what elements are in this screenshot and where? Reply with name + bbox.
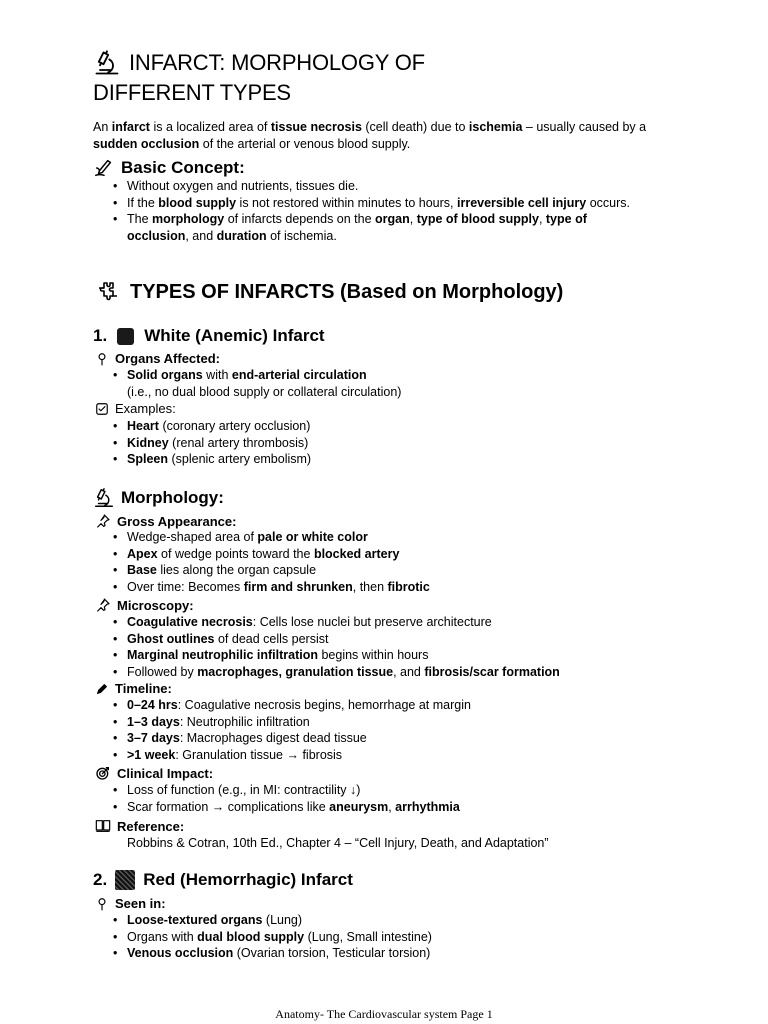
list-item: • Base lies along the organ capsule (112, 562, 652, 579)
title-line-2: DIFFERENT TYPES (93, 80, 291, 105)
writing-hand-icon (93, 157, 115, 179)
black-square-icon (117, 328, 134, 345)
microscopy-label: Microscopy: (95, 597, 194, 613)
pin-icon (95, 352, 109, 366)
reference-label: Reference: (95, 818, 184, 834)
list-item: • Ghost outlines of dead cells persist (112, 631, 672, 648)
list-item: • Loss of function (e.g., in MI: contractility ↓) (112, 782, 632, 799)
seen-in-list (112, 912, 632, 962)
clinical-list (112, 782, 632, 815)
timeline-list (112, 697, 632, 763)
list-item: • Without oxygen and nutrients, tissues die. (112, 178, 632, 195)
white-infarct-heading: 1. White (Anemic) Infarct (93, 326, 325, 345)
basic-concept-list (112, 178, 632, 244)
organs-note: (i.e., no dual blood supply or collateral circulation) (127, 385, 402, 399)
checkbox-icon (95, 402, 109, 416)
page-footer: Anatomy- The Cardiovascular system Page 1 (275, 1007, 493, 1021)
puzzle-icon (96, 280, 120, 304)
red-infarct-heading: 2. Red (Hemorrhagic) Infarct (93, 870, 353, 889)
examples-list (112, 418, 632, 468)
intro-paragraph: An infarct is a localized area of tissue necrosis (cell death) due to ischemia – usually caused by a sudden occlusion of the arterial or venous blood supply. (93, 120, 647, 151)
list-item: • Coagulative necrosis: Cells lose nuclei but preserve architecture (112, 614, 672, 631)
list-item: • 0–24 hrs: Coagulative necrosis begins, hemorrhage at margin (112, 697, 632, 714)
pushpin-icon (95, 513, 111, 529)
pencil-icon (95, 682, 109, 696)
seen-in-label: Seen in: (95, 896, 166, 911)
list-item: • Loose-textured organs (Lung) (112, 912, 632, 929)
list-item: • If the blood supply is not restored within minutes to hours, irreversible cell injury occurs. (112, 195, 632, 212)
hatched-square-icon (115, 870, 135, 890)
clinical-impact-label: Clinical Impact: (95, 765, 213, 781)
list-item: • Spleen (splenic artery embolism) (112, 451, 632, 468)
microscope-icon (93, 487, 115, 509)
list-item: • Scar formation → complications like aneurysm, arrhythmia (112, 799, 632, 816)
list-item: • Wedge-shaped area of pale or white color (112, 529, 652, 546)
list-item: • Venous occlusion (Ovarian torsion, Testicular torsion) (112, 945, 632, 962)
list-item: • 3–7 days: Macrophages digest dead tissue (112, 730, 632, 747)
list-item: • Solid organs with end-arterial circulation (112, 367, 632, 384)
microscope-icon (93, 49, 121, 77)
microscopy-list (112, 614, 672, 680)
target-icon (95, 765, 111, 781)
list-item: • Heart (coronary artery occlusion) (112, 418, 632, 435)
gross-list (112, 529, 652, 595)
types-heading: TYPES OF INFARCTS (Based on Morphology) (96, 280, 563, 304)
list-item: • Kidney (renal artery thrombosis) (112, 435, 632, 452)
basic-concept-heading: Basic Concept: (93, 157, 245, 179)
list-item: • Marginal neutrophilic infiltration begins within hours (112, 647, 672, 664)
list-item: • >1 week: Granulation tissue → fibrosis (112, 747, 632, 764)
books-icon (95, 818, 111, 834)
title-line-1: INFARCT: MORPHOLOGY OF (129, 50, 425, 75)
page-title (93, 49, 425, 77)
examples-label: Examples: (95, 401, 176, 416)
list-item: • 1–3 days: Neutrophilic infiltration (112, 714, 632, 731)
list-item: • Organs with dual blood supply (Lung, Small intestine) (112, 929, 632, 946)
pushpin-icon (95, 597, 111, 613)
organs-affected-label: Organs Affected: (95, 351, 220, 366)
list-item: • Followed by macrophages, granulation tissue, and fibrosis/scar formation (112, 664, 672, 681)
organs-list (112, 367, 632, 384)
timeline-label: Timeline: (95, 681, 172, 696)
morphology-heading: Morphology: (93, 487, 224, 509)
pin-icon (95, 897, 109, 911)
list-item: • Apex of wedge points toward the blocked artery (112, 546, 652, 563)
gross-appearance-label: Gross Appearance: (95, 513, 236, 529)
list-item: • Over time: Becomes firm and shrunken, then fibrotic (112, 579, 652, 596)
list-item: • The morphology of infarcts depends on the organ, type of blood supply, type of occlusion, and duration of ischemia. (112, 211, 632, 244)
reference-text: Robbins & Cotran, 10th Ed., Chapter 4 – “Cell Injury, Death, and Adaptation” (127, 836, 549, 850)
